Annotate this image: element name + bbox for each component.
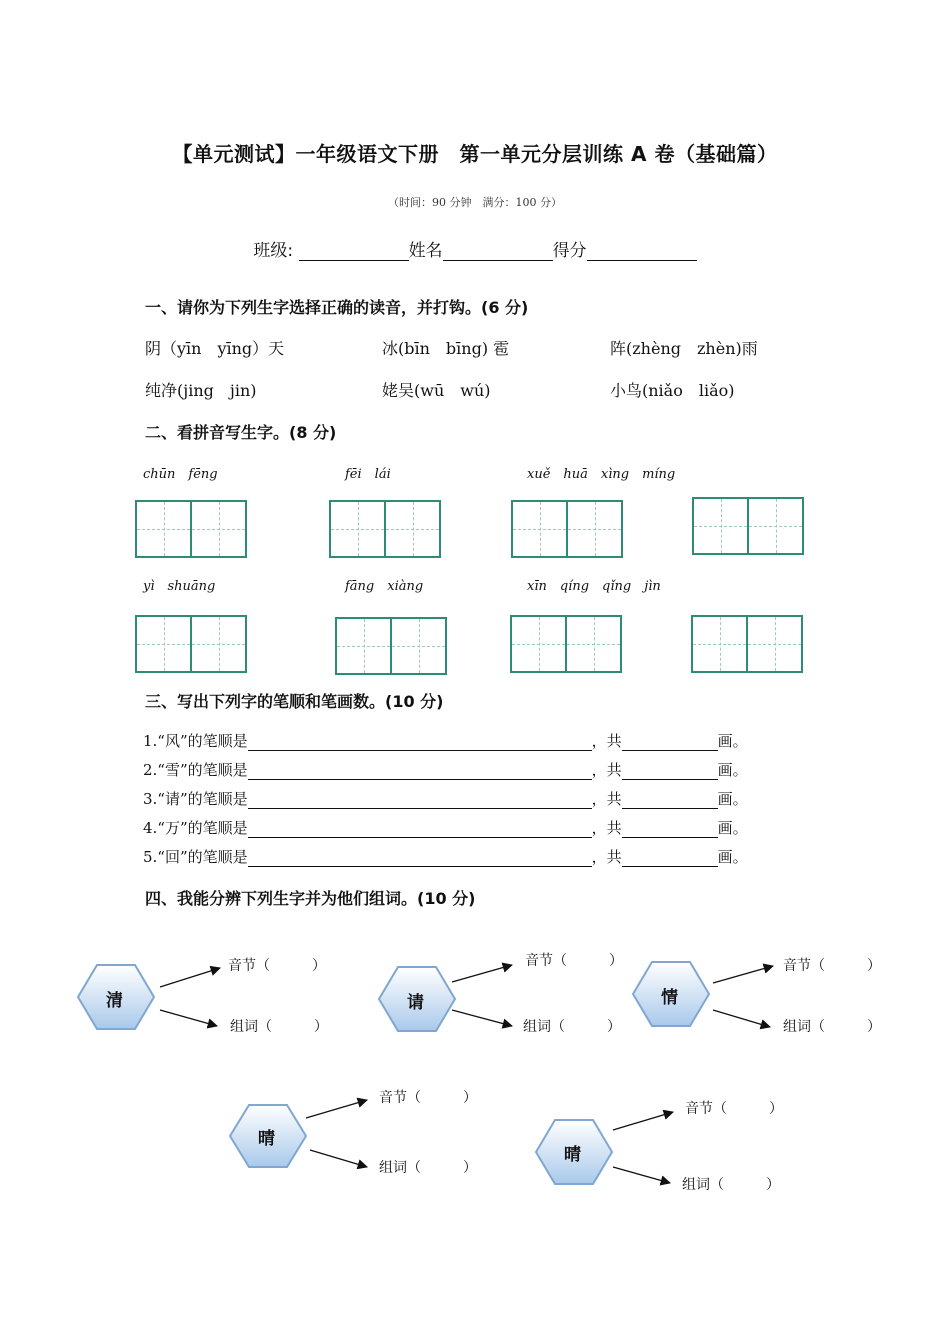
stroke-prompt: 5.“回”的笔顺是 — [143, 848, 248, 866]
stroke-mid: ，共 — [591, 819, 622, 837]
page-title: 【单元测试】一年级语文下册 第一单元分层训练 A 卷（基础篇） — [172, 142, 778, 166]
name-label: 姓名 — [408, 241, 443, 261]
exam-meta: （时间：90 分钟 满分：100 分） — [388, 196, 562, 209]
stroke-prompt: 3.“请”的笔顺是 — [143, 790, 248, 808]
stroke-mid: ，共 — [591, 848, 622, 866]
section2-heading: 二、看拼音写生字。(8 分) — [145, 423, 337, 442]
section1-heading: 一、请你为下列生字选择正确的读音，并打钩。(6 分) — [145, 298, 529, 317]
stroke-mid: ，共 — [591, 790, 622, 808]
word-blank[interactable]: 组词（ ） — [682, 1177, 780, 1193]
class-label: 班级: — [253, 241, 294, 261]
section4-heading: 四、我能分辨下列生字并为他们组词。(10 分) — [145, 889, 476, 908]
hex-char-3: 情 — [661, 988, 678, 1008]
pinyin-label-2: fēi lái — [345, 467, 391, 482]
score-label: 得分 — [552, 241, 587, 261]
stroke-end: 画。 — [717, 761, 748, 779]
pinyin-label-3: xuě huā xìng míng — [527, 467, 676, 482]
s1-item-5[interactable]: 姥吴(wū wú) — [382, 381, 491, 400]
syllable-blank[interactable]: 音节（ ） — [783, 958, 881, 974]
s1-item-3[interactable]: 阵(zhèng zhèn)雨 — [610, 339, 758, 358]
hex-char-4: 晴 — [258, 1129, 275, 1149]
stroke-prompt: 1.“风”的笔顺是 — [143, 732, 248, 750]
syllable-blank[interactable]: 音节（ ） — [228, 958, 326, 974]
section3-heading: 三、写出下列字的笔顺和笔画数。(10 分) — [145, 692, 444, 711]
stroke-prompt: 2.“雪”的笔顺是 — [143, 761, 248, 779]
syllable-blank[interactable]: 音节（ ） — [525, 953, 623, 969]
stroke-mid: ，共 — [591, 761, 622, 779]
pinyin-label-6: xīn qíng qǐng jìn — [527, 579, 661, 594]
pinyin-label-4: yì shuāng — [143, 579, 216, 594]
stroke-end: 画。 — [717, 790, 748, 808]
word-blank[interactable]: 组词（ ） — [230, 1019, 328, 1035]
hex-char-1: 清 — [106, 991, 123, 1011]
stroke-end: 画。 — [717, 848, 748, 866]
pinyin-label-5: fāng xiàng — [345, 579, 424, 594]
stroke-mid: ，共 — [591, 732, 622, 750]
word-blank[interactable]: 组词（ ） — [523, 1019, 621, 1035]
pinyin-label-1: chūn fēng — [143, 467, 218, 482]
hex-char-2: 请 — [407, 993, 424, 1013]
s1-item-6[interactable]: 小鸟(niǎo liǎo) — [610, 381, 735, 400]
stroke-prompt: 4.“万”的笔顺是 — [143, 819, 248, 837]
word-blank[interactable]: 组词（ ） — [783, 1019, 881, 1035]
syllable-blank[interactable]: 音节（ ） — [685, 1101, 783, 1117]
s1-item-4[interactable]: 纯净(jing jin) — [145, 381, 257, 400]
s1-item-1[interactable]: 阴（yīn yīng）天 — [145, 339, 285, 358]
stroke-end: 画。 — [717, 819, 748, 837]
syllable-blank[interactable]: 音节（ ） — [379, 1090, 477, 1106]
word-blank[interactable]: 组词（ ） — [379, 1160, 477, 1176]
hex-char-5: 晴 — [564, 1145, 581, 1165]
stroke-end: 画。 — [717, 732, 748, 750]
s1-item-2[interactable]: 冰(bīn bīng) 雹 — [382, 339, 510, 358]
